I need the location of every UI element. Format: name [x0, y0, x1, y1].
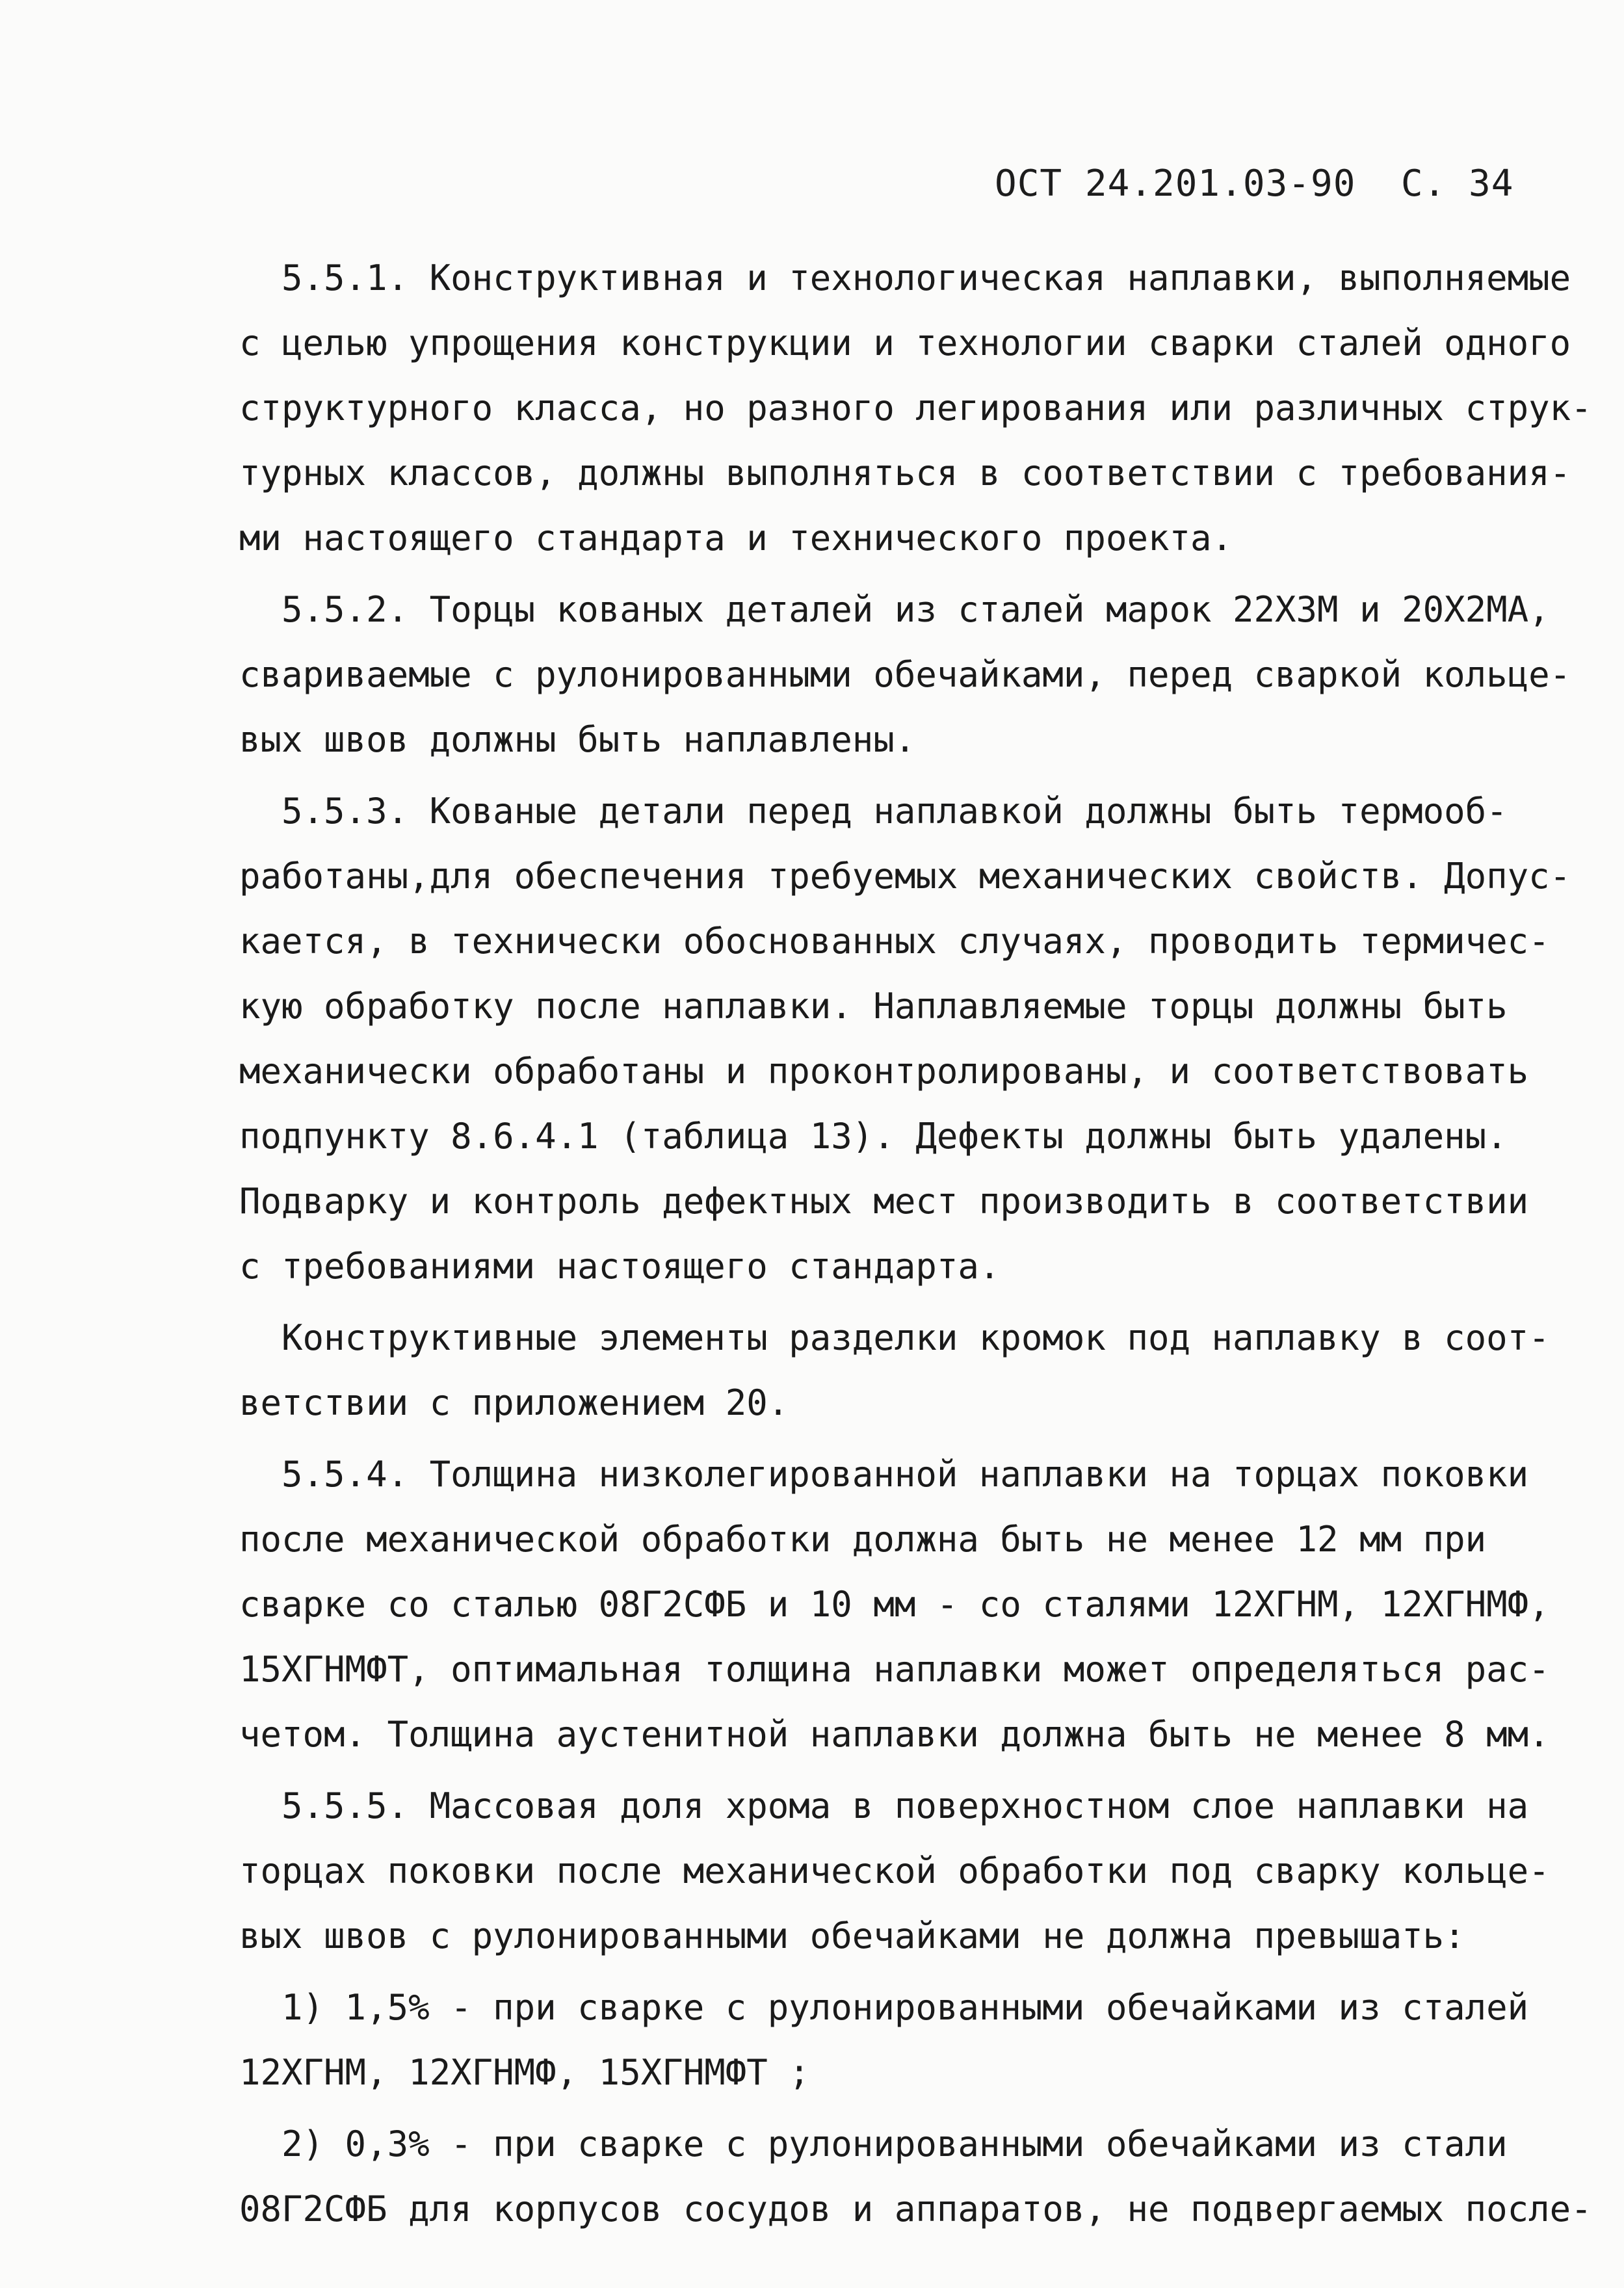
text-line: свариваемые с рулонированными обечайками, перед сваркой кольце- [239, 654, 1571, 695]
text-line: после механической обработки должна быть не менее 12 мм при [239, 1519, 1487, 1560]
text-line: подпункту 8.6.4.1 (таблица 13). Дефекты должны быть удалены. [239, 1116, 1508, 1157]
text-line: 12ХГНМ, 12ХГНМФ, 15ХГНМФТ ; [239, 2052, 810, 2093]
text-line: механически обработаны и проконтролированы, и соответствовать [239, 1051, 1529, 1092]
page-header [995, 163, 1513, 205]
paragraph-5-5-5 [239, 1774, 1550, 1969]
list-item-1 [239, 1975, 1533, 2105]
list-item-2 [239, 2112, 1592, 2242]
text-line: 15ХГНМФТ, оптимальная толщина наплавки может определяться рас- [239, 1649, 1550, 1690]
paragraph-5-5-3 [239, 779, 1571, 1299]
document-body [239, 246, 1592, 2242]
text-line: 1) 1,5% - при сварке с рулонированными обечайками из сталей [239, 1987, 1529, 2028]
text-line: ми настоящего стандарта и технического проекта. [239, 518, 1233, 559]
text-line: работаны,для обеспечения требуемых механических свойств. Допус- [239, 856, 1571, 897]
text-line: кую обработку после наплавки. Наплавляемые торцы должны быть [239, 986, 1508, 1027]
text-line: кается, в технически обоснованных случаях, проводить термичес- [239, 921, 1550, 962]
text-line: 08Г2СФБ для корпусов сосудов и аппаратов, не подвергаемых после- [239, 2189, 1592, 2229]
text-line: 2) 0,3% - при сварке с рулонированными обечайками из стали [239, 2124, 1508, 2164]
text-line: 5.5.4. Толщина низколегированной наплавки на торцах поковки [239, 1454, 1529, 1495]
text-line: ветствии с приложением 20. [239, 1382, 789, 1423]
paragraph-5-5-1 [239, 246, 1592, 571]
text-line: 5.5.1. Конструктивная и технологическая наплавки, выполняемые [239, 257, 1571, 298]
text-line: четом. Толщина аустенитной наплавки должна быть не менее 8 мм. [239, 1714, 1550, 1755]
paragraph-5-5-2 [239, 577, 1571, 772]
text-line: вых швов с рулонированными обечайками не должна превышать: [239, 1915, 1465, 1956]
text-line: вых швов должны быть наплавлены. [239, 719, 916, 760]
text-line: Конструктивные элементы разделки кромок под наплавку в соот- [239, 1317, 1550, 1358]
text-line: Подварку и контроль дефектных мест производить в соответствии [239, 1181, 1529, 1222]
text-line: турных классов, должны выполняться в соответствии с требования- [239, 453, 1571, 493]
text-line: с целью упрощения конструкции и технологии сварки сталей одного [239, 322, 1571, 363]
text-line: 5.5.5. Массовая доля хрома в поверхностном слое наплавки на [239, 1785, 1529, 1826]
text-line: 5.5.2. Торцы кованых деталей из сталей марок 22Х3М и 20Х2МА, [239, 589, 1550, 630]
text-line: торцах поковки после механической обработки под сварку кольце- [239, 1850, 1550, 1891]
text-line: структурного класса, но разного легирования или различных струк- [239, 388, 1592, 428]
text-line: сварке со сталью 08Г2СФБ и 10 мм - со сталями 12ХГНМ, 12ХГНМФ, [239, 1584, 1550, 1625]
text-line: 5.5.3. Кованые детали перед наплавкой должны быть термооб- [239, 791, 1508, 832]
paragraph-5-5-4 [239, 1442, 1550, 1767]
text-line: с требованиями настоящего стандарта. [239, 1246, 1001, 1287]
document-number: ОСТ 24.201.03-90 [995, 163, 1356, 205]
paragraph-edge-preparation [239, 1306, 1550, 1436]
page-number: С. 34 [1400, 163, 1514, 205]
